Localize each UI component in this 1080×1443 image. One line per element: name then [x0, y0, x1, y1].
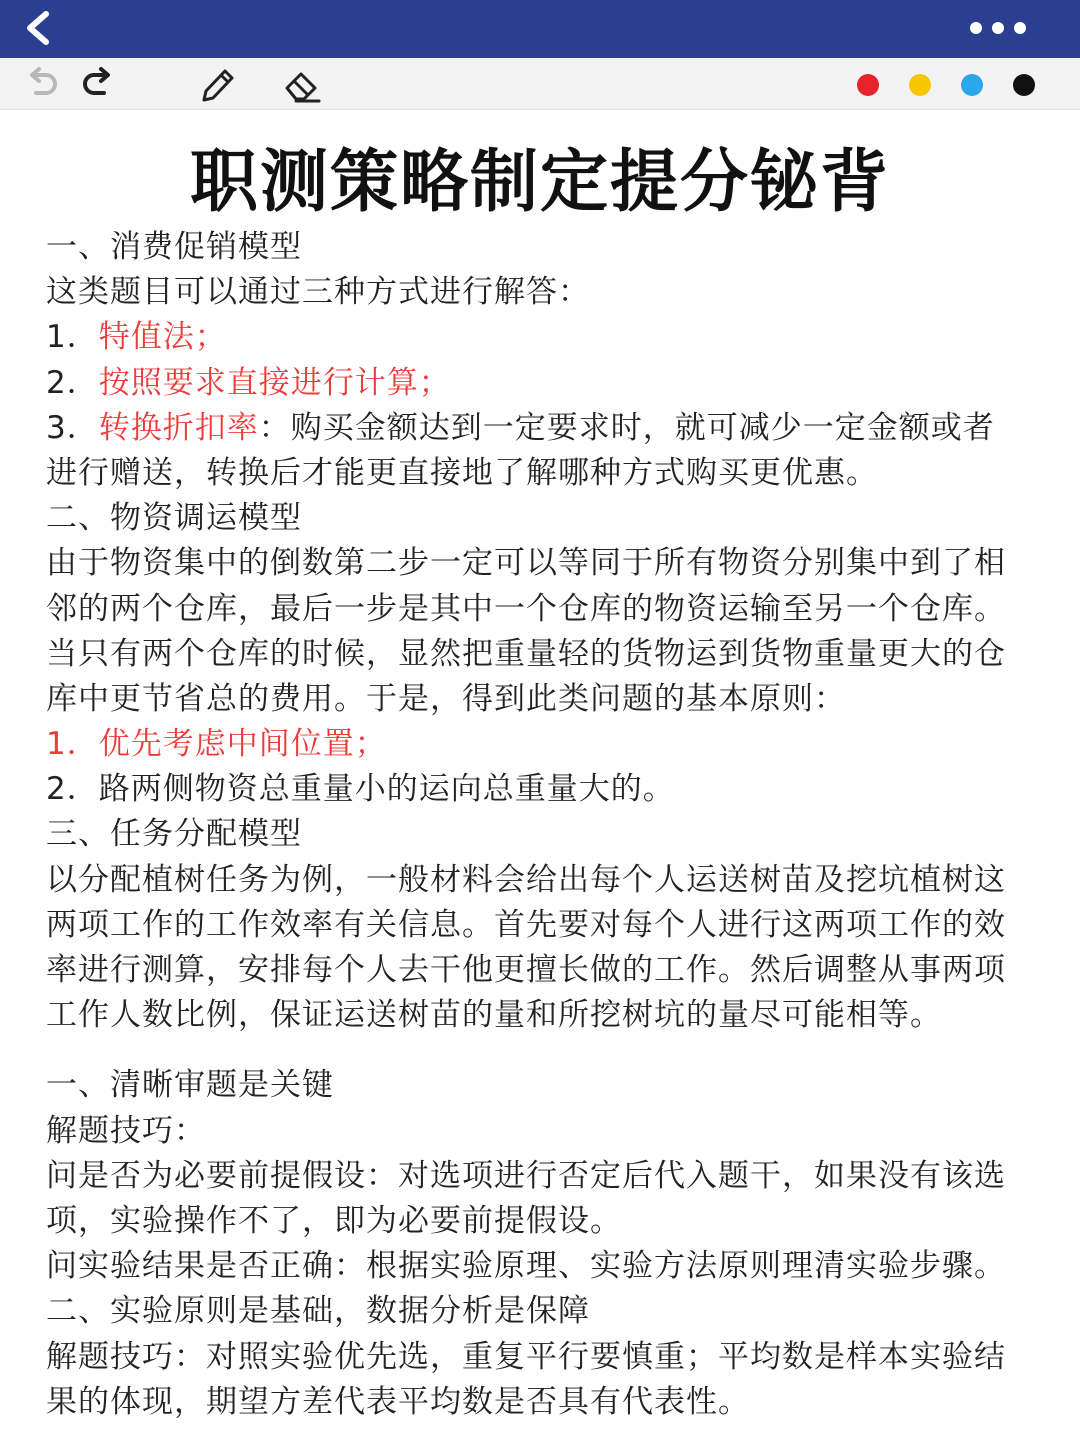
list-item — [46, 315, 1036, 360]
color-blue-swatch[interactable] — [961, 74, 983, 96]
paragraph-line: 工作人数比例，保证运送树苗的量和所挖树坑的量尽可能相等。 — [46, 997, 942, 1034]
more-dot-icon — [992, 22, 1004, 34]
section-spacer — [46, 1038, 1036, 1063]
list-item — [46, 406, 1036, 451]
highlighted-rule: 1．优先考虑中间位置； — [46, 726, 387, 763]
list-number: 1． — [46, 319, 99, 356]
section-heading: 二、实验原则是基础，数据分析是保障 — [46, 1293, 590, 1330]
highlighted-text: 按照要求直接进行计算； — [98, 364, 451, 401]
pen-tool-button[interactable] — [196, 66, 236, 104]
section-heading: 一、消费促销模型 — [46, 229, 302, 265]
list-item — [46, 361, 1036, 406]
highlighted-text: 转换折扣率 — [98, 409, 259, 446]
more-options-button[interactable] — [970, 16, 1040, 40]
color-black-swatch[interactable] — [1013, 74, 1035, 96]
section-heading: 二、物资调运模型 — [46, 500, 302, 537]
color-red-swatch[interactable] — [857, 74, 879, 96]
list-item: 2．路两侧物资总重量小的运向总重量大的。 — [46, 771, 675, 808]
redo-icon — [78, 66, 118, 104]
paragraph-line: 两项工作的工作效率有关信息。首先要对每个人进行这两项工作的效 — [46, 906, 1006, 943]
redo-button[interactable] — [78, 66, 118, 104]
eraser-tool-button[interactable] — [282, 66, 322, 104]
paragraph-line: 问实验结果是否正确：根据实验原理、实验方法原则理清实验步骤。 — [46, 1248, 1006, 1285]
back-button[interactable] — [18, 8, 58, 48]
undo-button[interactable] — [22, 66, 62, 104]
paragraph-line: 邻的两个仓库，最后一步是其中一个仓库的物资运输至另一个仓库。 — [46, 590, 1006, 627]
list-text: ：购买金额达到一定要求时，就可减少一定金额或者 — [258, 409, 995, 446]
note-content — [46, 225, 1036, 1425]
paragraph-line: 库中更节省总的费用。于是，得到此类问题的基本原则： — [46, 680, 846, 717]
highlighted-text: 特值法； — [98, 319, 227, 356]
chevron-left-icon — [18, 8, 58, 48]
paragraph-line: 当只有两个仓库的时候，显然把重量轻的货物运到货物重量更大的仓 — [46, 635, 1006, 672]
paragraph-line: 由于物资集中的倒数第二步一定可以等同于所有物资分别集中到了相 — [46, 545, 1006, 582]
color-yellow-swatch[interactable] — [909, 74, 931, 96]
section-heading: 一、清晰审题是关键 — [46, 1067, 334, 1104]
paragraph-line: 解题技巧： — [46, 1112, 206, 1149]
undo-icon — [22, 66, 62, 104]
paragraph-line: 果的体现，期望方差代表平均数是否具有代表性。 — [46, 1383, 750, 1420]
page-title: 职测策略制定提分铋背 — [189, 143, 890, 222]
section-heading: 三、任务分配模型 — [46, 816, 302, 853]
list-number: 2． — [46, 364, 99, 401]
more-dot-icon — [970, 22, 982, 34]
top-nav-bar — [0, 0, 1080, 58]
paragraph-line: 问是否为必要前提假设：对选项进行否定后代入题干，如果没有该选 — [46, 1157, 1006, 1194]
pencil-icon — [196, 66, 236, 104]
paragraph-line: 进行赠送，转换后才能更直接地了解哪种方式购买更优惠。 — [46, 454, 878, 491]
paragraph-line: 解题技巧：对照实验优先选，重复平行要慎重；平均数是样本实验结 — [46, 1338, 1006, 1375]
eraser-icon — [282, 66, 322, 104]
paragraph-line: 项，实验操作不了，即为必要前提假设。 — [46, 1202, 622, 1239]
list-number: 3． — [46, 409, 99, 446]
paragraph-line: 率进行测算，安排每个人去干他更擅长做的工作。然后调整从事两项 — [46, 952, 1006, 988]
paragraph-line: 这类题目可以通过三种方式进行解答： — [46, 274, 590, 311]
paragraph-line: 以分配植树任务为例，一般材料会给出每个人运送树苗及挖坑植树这 — [46, 861, 1006, 898]
more-dot-icon — [1014, 22, 1026, 34]
